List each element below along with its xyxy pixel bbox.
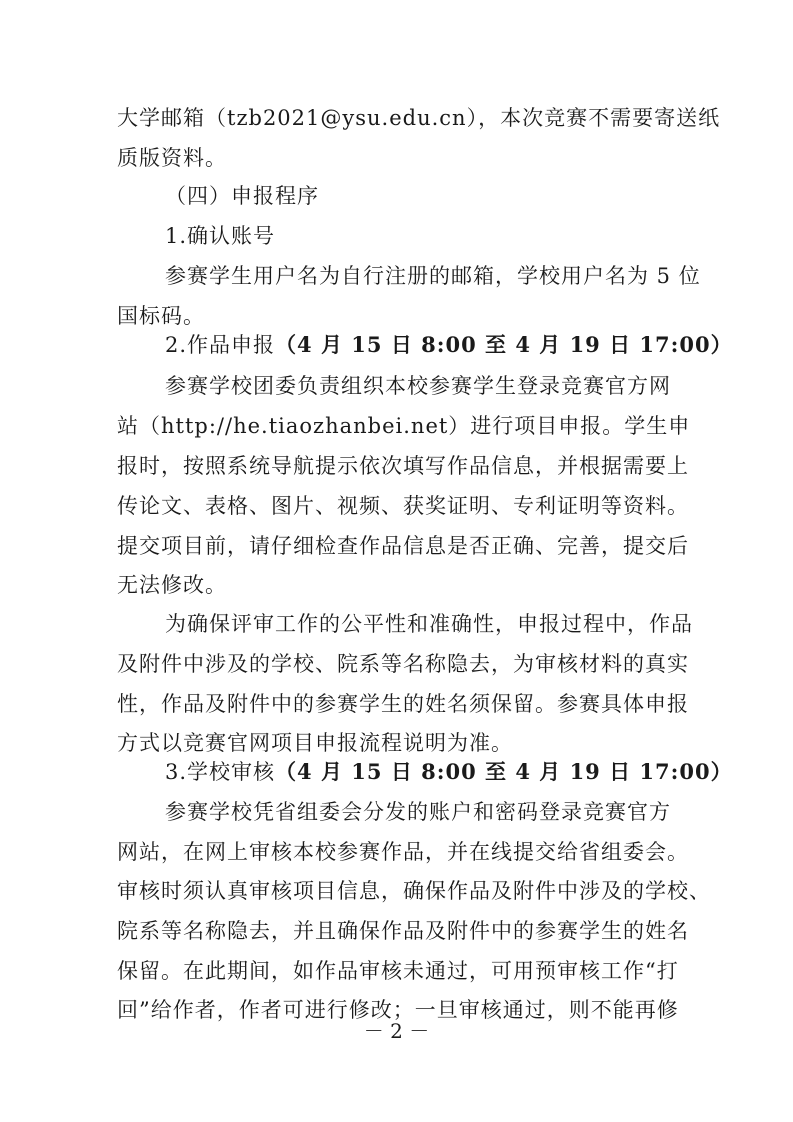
text-line: 传论文、表格、图片、视频、获奖证明、专利证明等资料。 [117,494,689,518]
text-line: 回”给作者，作者可进行修改；一旦审核通过，则不能再修 [117,998,679,1022]
subheading-label: 3.学校审核 [165,760,276,784]
text-line: 大学邮箱（tzb2021@ysu.edu.cn），本次竞赛不需要寄送纸 [117,106,721,130]
section-heading: （四）申报程序 [165,184,319,208]
text-line: 及附件中涉及的学校、院系等名称隐去，为审核材料的真实 [117,652,689,676]
text-line: 质版资料。 [117,146,227,170]
text-line: 审核时须认真审核项目信息，确保作品及附件中涉及的学校、 [117,879,711,903]
subheading [165,752,793,792]
text-line: 报时，按照系统导航提示依次填写作品信息，并根据需要上 [117,454,689,478]
text-line: 保留。在此期间，如作品审核未通过，可用预审核工作“打 [117,959,679,983]
subheading [165,325,793,365]
subheading: 1.确认账号 [165,224,276,248]
text-line: 为确保评审工作的公平性和准确性，申报过程中，作品 [165,612,693,636]
text-line: 站（http://he.tiaozhanbei.net）进行项目申报。学生申 [117,414,691,438]
text-line: 参赛学校凭省组委会分发的账户和密码登录竞赛官方 [165,800,671,824]
page-number: － 2 － [363,1019,430,1043]
text-line: 提交项目前，请仔细检查作品信息是否正确、完善，提交后 [117,534,689,558]
text-line: 参赛学生用户名为自行注册的邮箱，学校用户名为 5 位 [165,264,701,288]
subheading-date-range: （4 月 15 日 8:00 至 4 月 19 日 17:00） [275,759,733,784]
text-line: 性，作品及附件中的参赛学生的姓名须保留。参赛具体申报 [117,692,689,716]
text-line: 网站，在网上审核本校参赛作品，并在线提交给省组委会。 [117,840,689,864]
subheading-date-range: （4 月 15 日 8:00 至 4 月 19 日 17:00） [275,332,733,357]
text-line: 无法修改。 [117,573,227,597]
text-line: 参赛学校团委负责组织本校参赛学生登录竞赛官方网 [165,374,671,398]
text-line: 院系等名称隐去，并且确保作品及附件中的参赛学生的姓名 [117,919,689,943]
subheading-label: 2.作品申报 [165,333,276,357]
text-line: 国标码。 [117,304,205,328]
text-line: 方式以竞赛官网项目申报流程说明为准。 [117,731,513,755]
